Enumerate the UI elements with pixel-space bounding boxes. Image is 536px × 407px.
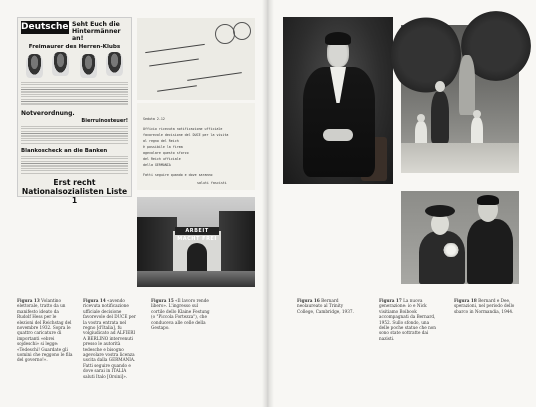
child-head-2	[473, 110, 481, 118]
poster-body-text-2	[21, 126, 128, 144]
document-line-6: agevolare questo sforzo	[143, 151, 189, 155]
caption-fig15	[151, 298, 211, 330]
caricature-face-1	[26, 54, 43, 78]
document-line-10: saluti fascisti	[197, 181, 227, 185]
man-hair	[477, 195, 499, 205]
poster-mid-line-1: Notverordnung.	[21, 110, 75, 117]
caption-fig14	[83, 298, 139, 379]
caricature-face-2	[52, 52, 69, 76]
statue	[459, 55, 475, 115]
man-head	[435, 81, 445, 92]
telegram-document-image-top	[137, 18, 255, 100]
poster-mid-line-3: Blankoscheck an die Banken	[21, 148, 108, 154]
document-line-1: Seduta 2-12	[143, 117, 165, 121]
tree-foliage-left	[391, 15, 461, 95]
woman-dress	[419, 231, 465, 284]
caption-fig18	[454, 298, 516, 314]
stamp-mark	[215, 24, 235, 44]
caricature-face-4	[106, 52, 123, 76]
man-figure	[431, 91, 449, 143]
poster-title: Deutsche!	[21, 22, 73, 32]
caricature-face-3	[80, 54, 97, 78]
document-line-2: Ufficio ricevuta notificazione ufficiale	[143, 127, 223, 131]
poster-mid-line-2: Bierruinosteuer!	[81, 118, 128, 124]
child-head-1	[417, 114, 425, 122]
caption-fig15-label: Figura 15	[151, 298, 174, 303]
poster-club-line: Freimaurer des Herren-Klubs	[28, 44, 121, 50]
handwriting-line-2	[149, 59, 199, 67]
gate-archway	[187, 243, 207, 271]
caption-fig18-label: Figura 18	[454, 298, 477, 303]
stamp-mark-2	[233, 22, 251, 40]
document-line-7: del Reich ufficiale	[143, 157, 181, 161]
caption-fig13-label: Figura 13	[17, 298, 40, 303]
document-line-9: Fatti seguire quando e dove saranno	[143, 173, 213, 177]
woman-hat	[425, 205, 455, 217]
caption-fig18-text: Bernard e Dee, sperazioni, nel periodo dello sbarco in Normandia, 1944.	[454, 298, 515, 314]
caption-fig16	[297, 298, 357, 314]
poster-body-text-3	[21, 156, 128, 174]
handwriting-line-4	[157, 85, 197, 92]
garden-path	[401, 143, 519, 173]
document-line-8: della GERMANIA	[143, 163, 171, 167]
poster-body-text	[21, 82, 128, 106]
gate-photo	[137, 197, 255, 287]
poster-subtitle: Seht Euch die Hintermänner an!	[72, 21, 121, 42]
portrait-hair	[325, 32, 351, 45]
document-line-5: è possibile la firma	[143, 145, 183, 149]
caption-fig13-text: Volantino elettorale, tratto da un manifesto ideato da Rudolf Hess per le elezioni del Reichstag del novembre 1932. Sopra le quattro caricature di importanti «ebrei sojdeschi» si legge: «Tedeschi! Guardate gli uomini che reggono le fila del governo!».	[17, 298, 73, 363]
gate-ground	[137, 271, 255, 287]
family-garden-photo	[401, 25, 519, 173]
caption-fig17-text: La nuova generazione: io e Nick visitiamo Boibook accompagnati da Bernard, 1952. Sullo sfondo, una delle poche statue che non sono state sottratte dai nazisti.	[379, 298, 436, 341]
caption-fig17	[379, 298, 439, 341]
election-poster-image	[17, 17, 132, 205]
gate-sign: ARBEIT MACHT FREI	[175, 227, 219, 235]
bouquet	[441, 243, 461, 257]
handwriting-line-3	[187, 72, 242, 81]
telegram-document-image-bottom	[137, 103, 255, 190]
poster-footer: Erst recht Nationalsozialisten Liste 1	[21, 178, 128, 205]
caption-fig14-label: Figura 14	[83, 298, 106, 303]
man-suit	[467, 219, 513, 284]
couple-photo	[401, 191, 519, 284]
caption-fig16-text: Bernard neolaureato al Trinity College, Cambridge, 1937.	[297, 298, 354, 314]
handwriting-line	[145, 44, 205, 53]
caption-fig16-label: Figura 16	[297, 298, 320, 303]
document-line-3: favorevole decisione del DUCE per la visita	[143, 133, 229, 137]
document-line-4: al regno del Reich	[143, 139, 179, 143]
caption-fig15-text: «Il lavoro rende libero». L'ingresso sul cortile dello Klaine Festung (o "Piccola Fortezza"), che conduceva alle celle della Gestapo.	[151, 298, 210, 331]
portrait-hands	[323, 129, 353, 141]
caption-fig14-text: «avendo ricevuta notificazione ufficiale decisione favorevole del DUCE per la vostra entrata nel regno [d'Italia], fu volgiudicato ad ALFIERI A BERLINO intervenuti presso le autorità tedesche e bisogno agevolare vostra licenza uscita dalla GERMANIA. Fatti seguire quando e dove sarai in ITALIA saluti Italo [Orsini]».	[83, 298, 136, 379]
graduate-portrait-photo	[283, 17, 393, 184]
caption-fig17-label: Figura 17	[379, 298, 402, 303]
caption-fig13	[17, 298, 73, 363]
book-gutter	[262, 0, 274, 407]
